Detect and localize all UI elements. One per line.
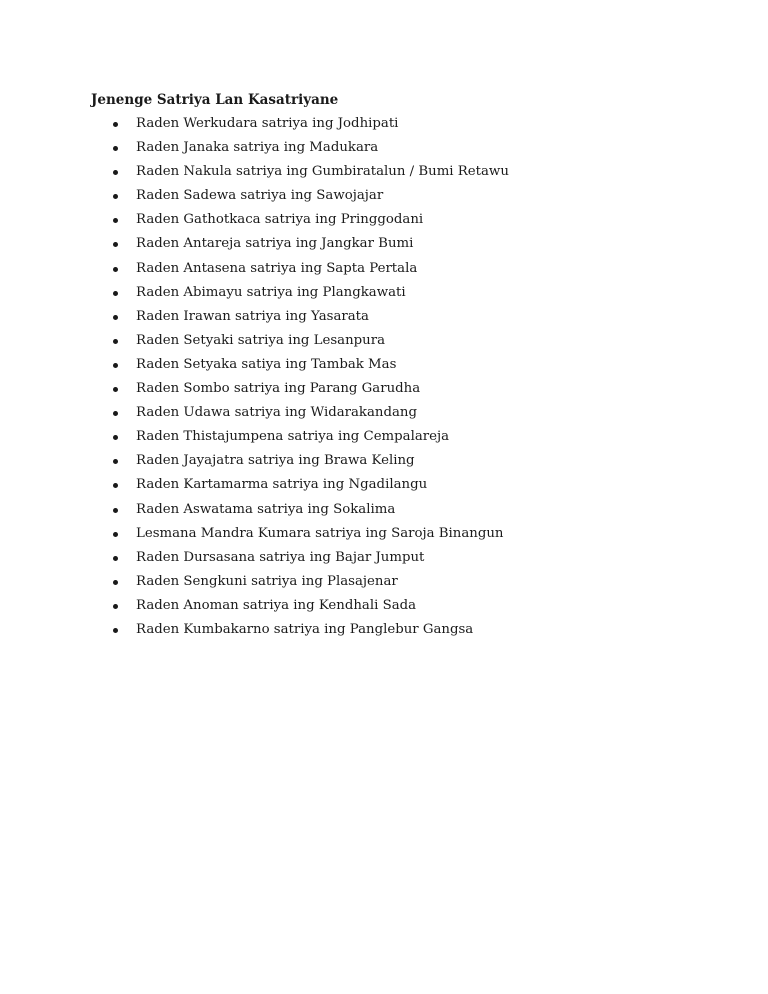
bullet-icon bbox=[113, 146, 118, 151]
list-item-text: Raden Kartamarma satriya ing Ngadilangu bbox=[136, 477, 428, 493]
bullet-icon bbox=[113, 267, 118, 272]
bullet-icon bbox=[113, 411, 118, 416]
list-item-text: Raden Thistajumpena satriya ing Cempalareja bbox=[136, 429, 450, 445]
list-item-text: Lesmana Mandra Kumara satriya ing Saroja Binangun bbox=[136, 525, 504, 541]
list-item bbox=[111, 425, 509, 449]
bullet-icon bbox=[113, 339, 118, 344]
list-item-text: Raden Setyaki satriya ing Lesanpura bbox=[136, 332, 386, 348]
list-item bbox=[111, 377, 509, 401]
bullet-icon bbox=[113, 242, 118, 247]
list-item-text: Raden Setyaka satiya ing Tambak Mas bbox=[136, 356, 397, 372]
bullet-icon bbox=[113, 291, 118, 296]
list-item bbox=[111, 329, 509, 353]
bullet-icon bbox=[113, 628, 118, 633]
bullet-icon bbox=[113, 122, 118, 127]
list-item bbox=[111, 112, 509, 136]
list-item-text: Raden Sadewa satriya ing Sawojajar bbox=[136, 188, 384, 204]
list-item-text: Raden Janaka satriya ing Madukara bbox=[136, 140, 379, 156]
list-item bbox=[111, 546, 509, 570]
list-item bbox=[111, 498, 509, 522]
list-item-text: Raden Werkudara satriya ing Jodhipati bbox=[136, 116, 399, 131]
list-item-text: Raden Jayajatra satriya ing Brawa Keling bbox=[136, 453, 415, 469]
list-item bbox=[111, 618, 509, 642]
satriya-list bbox=[111, 112, 509, 642]
list-item bbox=[111, 232, 509, 256]
bullet-icon bbox=[113, 218, 118, 223]
bullet-icon bbox=[113, 315, 118, 320]
bullet-icon bbox=[113, 483, 118, 488]
list-item-text: Raden Irawan satriya ing Yasarata bbox=[136, 308, 369, 324]
list-item bbox=[111, 208, 509, 232]
list-item bbox=[111, 184, 509, 208]
list-item-text: Raden Dursasana satriya ing Bajar Jumput bbox=[136, 549, 425, 565]
list-item bbox=[111, 281, 509, 305]
bullet-icon bbox=[113, 435, 118, 440]
list-item bbox=[111, 401, 509, 425]
list-item bbox=[111, 305, 509, 329]
list-item-text: Raden Antareja satriya ing Jangkar Bumi bbox=[136, 236, 414, 252]
list-item bbox=[111, 570, 509, 594]
list-item-text: Raden Gathotkaca satriya ing Pringgodani bbox=[136, 212, 424, 228]
list-item bbox=[111, 449, 509, 473]
list-item-text: Raden Sombo satriya ing Parang Garudha bbox=[136, 381, 421, 397]
bullet-icon bbox=[113, 363, 118, 368]
list-item-text: Raden Anoman satriya ing Kendhali Sada bbox=[136, 597, 417, 613]
list-item-text: Raden Kumbakarno satriya ing Panglebur Gangsa bbox=[136, 621, 474, 637]
list-item-text: Raden Sengkuni satriya ing Plasajenar bbox=[136, 573, 398, 589]
list-item-text: Raden Abimayu satriya ing Plangkawati bbox=[136, 284, 406, 300]
bullet-icon bbox=[113, 532, 118, 537]
list-item bbox=[111, 257, 509, 281]
list-item bbox=[111, 522, 509, 546]
bullet-icon bbox=[113, 556, 118, 561]
list-item bbox=[111, 136, 509, 160]
list-item bbox=[111, 160, 509, 184]
list-item bbox=[111, 353, 509, 377]
bullet-icon bbox=[113, 604, 118, 609]
list-item-text: Raden Antasena satriya ing Sapta Pertala bbox=[136, 260, 418, 276]
bullet-icon bbox=[113, 459, 118, 464]
bullet-icon bbox=[113, 387, 118, 392]
list-item-text: Raden Aswatama satriya ing Sokalima bbox=[136, 501, 396, 517]
bullet-icon bbox=[113, 508, 118, 513]
bullet-icon bbox=[113, 194, 118, 199]
list-item bbox=[111, 473, 509, 497]
list-item bbox=[111, 594, 509, 618]
bullet-icon bbox=[113, 580, 118, 585]
document-title: Jenenge Satriya Lan Kasatriyane bbox=[91, 92, 339, 108]
bullet-icon bbox=[113, 170, 118, 175]
list-item-text: Raden Nakula satriya ing Gumbiratalun / Bumi Retawu bbox=[136, 164, 509, 180]
list-item-text: Raden Udawa satriya ing Widarakandang bbox=[136, 405, 417, 421]
